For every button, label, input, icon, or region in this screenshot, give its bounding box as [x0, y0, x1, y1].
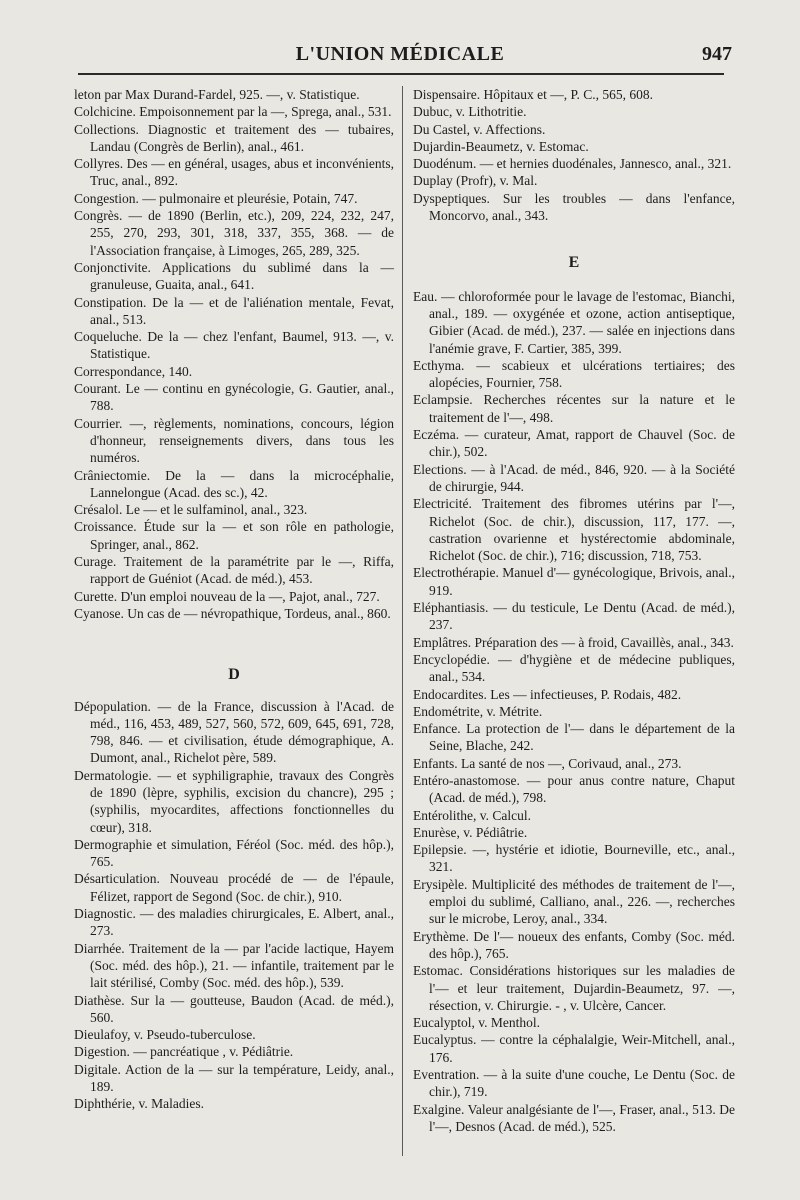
index-entry: Erysipèle. Multiplicité des méthodes de traitement de l'—, emploi du sublimé, Calliano, anal., 226. —, recherches sur le microbe, Leroy, anal., 334. — [413, 876, 735, 927]
index-entry: Croissance. Étude sur la — et son rôle en pathologie, Springer, anal., 862. — [74, 519, 394, 552]
index-entry: Digestion. — pancréatique , v. Pédiâtrie. — [74, 1044, 294, 1060]
index-entry: Colchicine. Empoisonnement par la —, Sprega, anal., 531. — [74, 104, 392, 120]
entries-e-list — [413, 288, 735, 1136]
entries-d-list — [74, 698, 394, 1113]
index-entry: Diarrhée. Traitement de la — par l'acide lactique, Hayem (Soc. méd. des hôp.), 21. — infantile, traitement par le lait stérilisé, Comby (Soc. méd. des hôp.), 539. — [74, 940, 394, 991]
index-entry: Diphthérie, v. Maladies. — [74, 1096, 204, 1112]
index-entry: Curette. D'un emploi nouveau de la —, Pajot, anal., 727. — [74, 588, 380, 604]
running-title: L'UNION MÉDICALE — [295, 43, 505, 65]
index-entry: Epilepsie. —, hystérie et idiotie, Bourneville, etc., anal., 321. — [413, 842, 735, 875]
index-entry: Crâniectomie. De la — dans la microcéphalie, Lannelongue (Acad. des sc.), 42. — [74, 467, 394, 500]
index-entry: Entérolithe, v. Calcul. — [413, 807, 531, 823]
index-entry: Conjonctivite. Applications du sublimé dans la — granuleuse, Guaita, anal., 641. — [74, 259, 394, 293]
column-divider — [402, 86, 403, 1156]
index-entry: Endocardites. Les — infectieuses, P. Rodais, 482. — [413, 686, 682, 702]
index-entry: Congrès. — de 1890 (Berlin, etc.), 209, 224, 232, 247, 255, 270, 293, 301, 318, 337, 355, 368. — de l'Association française, à Limoges, 265, 289, 325. — [74, 208, 394, 258]
index-entry: Diagnostic. — des maladies chirurgicales, E. Albert, anal., 273. — [74, 906, 394, 939]
index-entry: Emplâtres. Préparation des — à froid, Cavaillès, anal., 343. — [413, 634, 734, 650]
index-entry: Dieulafoy, v. Pseudo-tuberculose. — [74, 1027, 256, 1043]
index-entry: Enfants. La santé de nos —, Corivaud, anal., 273. — [413, 755, 682, 771]
index-entry: Dubuc, v. Lithotritie. — [413, 104, 527, 120]
index-entry: Dispensaire. Hôpitaux et —, P. C., 565, 608. — [413, 87, 653, 102]
index-entry: Congestion. — pulmonaire et pleurésie, Potain, 747. — [74, 190, 358, 206]
index-entry: Diathèse. Sur la — goutteuse, Baudon (Acad. de méd.), 560. — [74, 992, 394, 1025]
index-entry: Crésalol. Le — et le sulfaminol, anal., 323. — [74, 502, 308, 518]
index-entry: Désarticulation. Nouveau procédé de — de l'épaule, Félizet, rapport de Segond (Soc. de chir.), 910. — [74, 871, 394, 904]
index-entry: Eucalyptol, v. Menthol. — [413, 1015, 540, 1031]
index-entry: Electricité. Traitement des fibromes utérins par l'—, Richelot (Soc. de chir.), discussion, 117, 177. —, castration ovarienne et hystérectomie abdominale, Richelot (Soc. de chir.), 716; discussion, 718, 753. — [413, 496, 735, 564]
index-entry: Dyspeptiques. Sur les troubles — dans l'enfance, Moncorvo, anal., 343. — [413, 190, 735, 224]
index-entry: Enurèse, v. Pédiâtrie. — [413, 824, 528, 840]
index-entry: Collyres. Des — en général, usages, abus et inconvénients, Truc, anal., 892. — [74, 156, 394, 189]
index-entry: Dermographie et simulation, Féréol (Soc. méd. des hôp.), 765. — [74, 836, 394, 870]
index-entry: Curage. Traitement de la paramétrite par le —, Riffa, rapport de Guéniot (Acad. de méd.), 453. — [74, 554, 394, 587]
left-column — [74, 86, 394, 1113]
index-entry: Dujardin-Beaumetz, v. Estomac. — [413, 138, 589, 154]
index-entry: Erythème. De l'— noueux des enfants, Comby (Soc. méd. des hôp.), 765. — [413, 928, 735, 961]
index-entry: Eléphantiasis. — du testicule, Le Dentu (Acad. de méd.), 237. — [413, 600, 735, 633]
index-entry: Correspondance, 140. — [74, 363, 193, 379]
section-letter-d: D — [228, 666, 240, 684]
entries-d-continued-list — [413, 86, 735, 224]
index-entry: Duodénum. — et hernies duodénales, Jannesco, anal., 321. — [413, 156, 732, 172]
entries-c-list — [74, 86, 394, 622]
index-entry: Eventration. — à la suite d'une couche, Le Dentu (Soc. de chir.), 719. — [413, 1067, 735, 1100]
index-entry: Elections. — à l'Acad. de méd., 846, 920. — à la Société de chirurgie, 944. — [413, 461, 735, 494]
index-entry: leton par Max Durand-Fardel, 925. —, v. Statistique. — [74, 87, 360, 102]
index-entry: Endométrite, v. Métrite. — [413, 703, 543, 719]
index-entry: Eczéma. — curateur, Amat, rapport de Chauvel (Soc. de chir.), 502. — [413, 427, 735, 460]
page-number: 947 — [702, 43, 732, 65]
index-entry: Collections. Diagnostic et traitement des — tubaires, Landau (Congrès de Berlin), anal., 461. — [74, 121, 394, 154]
index-entry: Dermatologie. — et syphiligraphie, travaux des Congrès de 1890 (lèpre, syphilis, excision du chancre), 295 ; (syphilis, myocardites, affections fonctionnelles du cœur), 318. — [74, 767, 394, 835]
index-entry: Ecthyma. — scabieux et ulcérations tertiaires; des alopécies, Fournier, 758. — [413, 357, 735, 391]
header-rule — [78, 73, 724, 75]
index-entry: Dépopulation. — de la France, discussion à l'Acad. de méd., 116, 453, 489, 527, 560, 572, 609, 645, 691, 728, 798, 846. — et civilisation, étude démographique, A. Dumont, anal., Richelot père, 589. — [74, 698, 394, 766]
index-entry: Encyclopédie. — d'hygiène et de médecine publiques, anal., 534. — [413, 651, 735, 685]
index-entry: Eau. — chloroformée pour le lavage de l'estomac, Bianchi, anal., 189. — oxygénée et ozone, action antiseptique, Gibier (Acad. de méd.), 237. — salée en injections dans l'anémie grave, F. Cartier, 385, 399. — [413, 288, 735, 356]
section-letter-e: E — [568, 254, 580, 272]
index-entry: Electrothérapie. Manuel d'— gynécologique, Brivois, anal., 919. — [413, 565, 735, 598]
index-entry: Cyanose. Un cas de — névropathique, Tordeus, anal., 860. — [74, 605, 391, 621]
index-entry: Entéro-anastomose. — pour anus contre nature, Chaput (Acad. de méd.), 798. — [413, 772, 735, 806]
index-entry: Estomac. Considérations historiques sur les maladies de l'— et leur traitement, Dujardin-Beaumetz, 97. —, résection, v. Chirurgie. - , v. Ulcère, Cancer. — [413, 963, 735, 1013]
index-entry: Coqueluche. De la — chez l'enfant, Baumel, 913. —, v. Statistique. — [74, 329, 394, 362]
right-column — [413, 86, 735, 1135]
index-entry: Exalgine. Valeur analgésiante de l'—, Fraser, anal., 513. De l'—, Desnos (Acad. de méd.), 525. — [413, 1101, 735, 1134]
index-entry: Digitale. Action de la — sur la température, Leidy, anal., 189. — [74, 1061, 394, 1095]
index-entry: Enfance. La protection de l'— dans le département de la Seine, Blache, 242. — [413, 721, 735, 754]
index-entry: Constipation. De la — et de l'aliénation mentale, Fevat, anal., 513. — [74, 294, 394, 327]
index-entry: Courrier. —, règlements, nominations, concours, légion d'honneur, renseignements divers, dans tous les numéros. — [74, 415, 394, 466]
index-entry: Eucalyptus. — contre la céphalalgie, Weir-Mitchell, anal., 176. — [413, 1032, 735, 1065]
index-entry: Duplay (Profr), v. Mal. — [413, 173, 538, 189]
index-entry: Courant. Le — continu en gynécologie, G. Gautier, anal., 788. — [74, 381, 394, 414]
index-entry: Eclampsie. Recherches récentes sur la nature et le traitement de l'—, 498. — [413, 392, 735, 425]
index-entry: Du Castel, v. Affections. — [413, 121, 546, 137]
